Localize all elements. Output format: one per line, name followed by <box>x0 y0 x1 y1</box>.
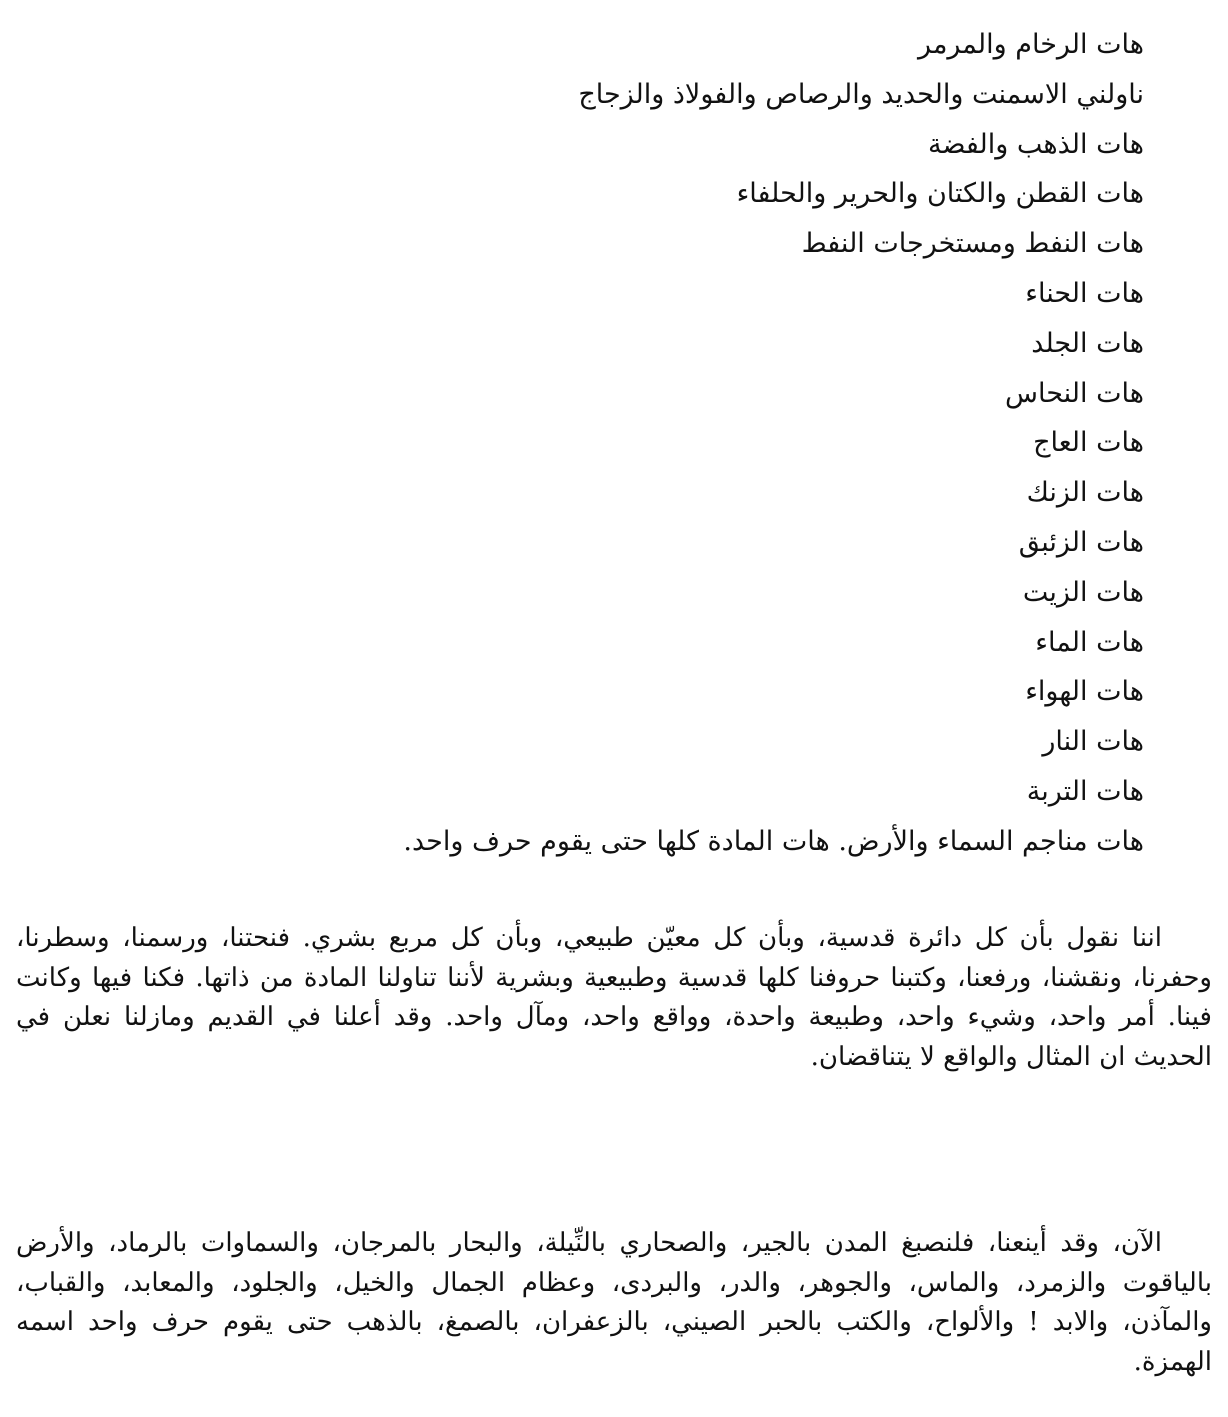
poem-line: هات التربة <box>1026 775 1144 807</box>
paragraph-now: الآن، وقد أينعنا، فلنصبغ المدن بالجير، والصحاري بالنِّيلة، والبحار بالمرجان، والسماوات بالرماد، والأرض بالياقوت والزمرد، والماس، والجوهر، والدر، والبردى، وعظام الجمال والخيل، والجلود، والمعابد، والقباب، والمآذن، والابد ! والألواح، والكتب بالحبر الصيني، بالزعفران، بالصمغ، بالذهب حتى يقوم حرف واحد اسمه الهمزة. <box>16 1228 1212 1377</box>
poem-line: هات الرخام والمرمر <box>918 29 1144 60</box>
poem-line: ناولني الاسمنت والحديد والرصاص والفولاذ والزجاج <box>578 78 1144 110</box>
poem-line: هات القطن والكتان والحرير والحلفاء <box>736 178 1144 210</box>
poem-line: هات الهواء <box>1025 676 1144 708</box>
poem-lines <box>144 20 1144 867</box>
paragraph-manifesto: اننا نقول بأن كل دائرة قدسية، وبأن كل معيّن طبيعي، وبأن كل مربع بشري. فنحتنا، ورسمنا، وسطرنا، وحفرنا، ونقشنا، ورفعنا، وكتبنا حروفنا كلها قدسية وطبيعية وبشرية لأننا تناولنا المادة من ذاتها. فكنا فيها وكانت فينا. أمر واحد، وشيء واحد، وطبيعة واحدة، وواقع واحد، ومآل واحد. وقد أعلنا في القديم ومازلنا نعلن في الحديث ان المثال والواقع لا يتناقضان. <box>16 923 1212 1072</box>
poem-line: هات الزيت <box>1022 576 1144 608</box>
poem-line: هات النار <box>1042 726 1144 758</box>
poem-line: هات الزئبق <box>1018 526 1144 558</box>
poem-line: هات العاج <box>1033 427 1144 459</box>
poem-line: هات الذهب والفضة <box>927 128 1144 160</box>
poem-line: هات النحاس <box>1005 377 1144 409</box>
poem-line: هات الحناء <box>1025 277 1144 309</box>
poem-line: هات الجلد <box>1031 327 1144 359</box>
poem-line: هات الزنك <box>1026 477 1144 509</box>
poem-line: هات الماء <box>1035 626 1144 658</box>
poem-line-final: هات مناجم السماء والأرض. هات المادة كلها حتى يقوم حرف واحد. <box>403 825 1144 857</box>
poem-line: هات النفط ومستخرجات النفط <box>801 228 1144 260</box>
